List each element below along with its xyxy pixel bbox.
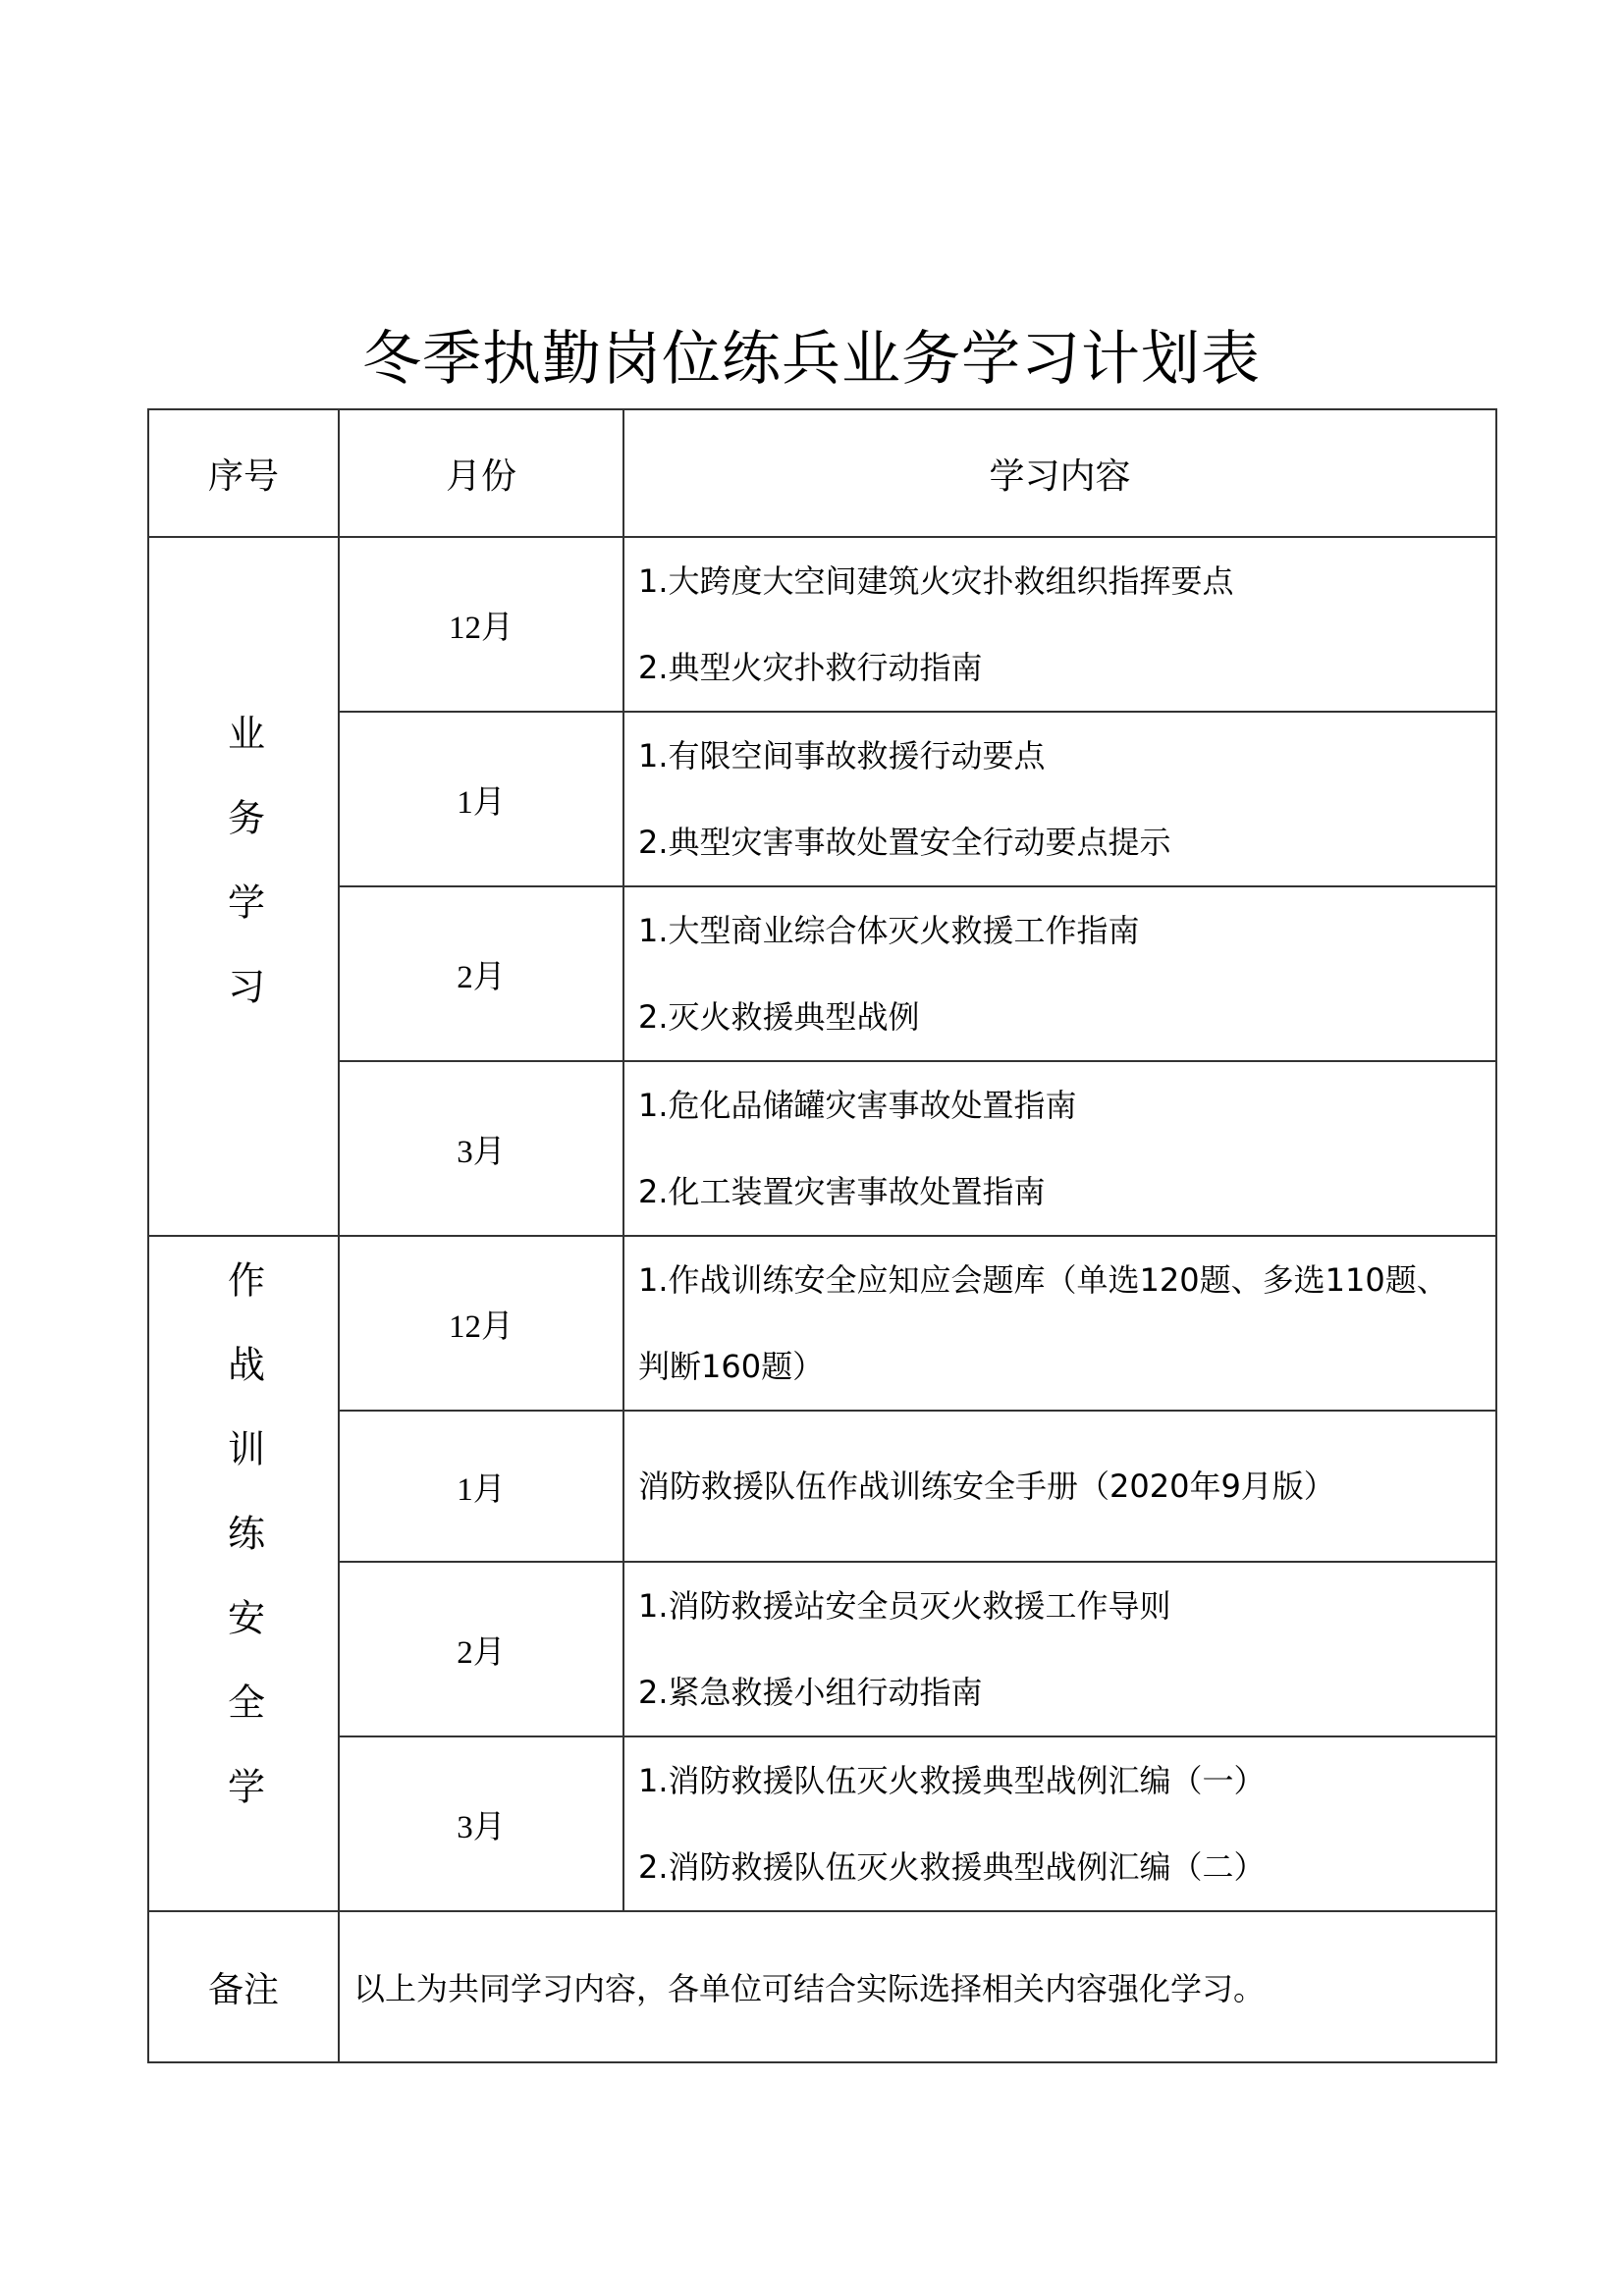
table-row (148, 537, 1496, 712)
content-cell: 1.大跨度大空间建筑火灾扑救组织指挥要点 2.典型火灾扑救行动指南 (623, 537, 1496, 712)
month-cell: 12月 (339, 537, 623, 712)
group-label-safety: 作战训练安全学 (148, 1236, 339, 1911)
content-cell: 1.大型商业综合体灭火救援工作指南 2.灭火救援典型战例 (623, 886, 1496, 1061)
table-row (148, 1562, 1496, 1736)
month-cell: 3月 (339, 1061, 623, 1236)
study-plan-table (147, 408, 1497, 2063)
note-label: 备注 (148, 1911, 339, 2062)
content-cell: 1.有限空间事故救援行动要点 2.典型灾害事故处置安全行动要点提示 (623, 712, 1496, 886)
content-cell: 1.消防救援队伍灭火救援典型战例汇编（一） 2.消防救援队伍灭火救援典型战例汇编（二） (623, 1736, 1496, 1911)
table-row (148, 1736, 1496, 1911)
header-content: 学习内容 (623, 409, 1496, 537)
month-cell: 3月 (339, 1736, 623, 1911)
content-cell: 消防救援队伍作战训练安全手册（2020年9月版） (623, 1411, 1496, 1562)
content-cell: 1.消防救援站安全员灭火救援工作导则 2.紧急救援小组行动指南 (623, 1562, 1496, 1736)
table-row (148, 1236, 1496, 1411)
table-row (148, 886, 1496, 1061)
header-month: 月份 (339, 409, 623, 537)
table-row (148, 1061, 1496, 1236)
content-cell: 1.作战训练安全应知应会题库（单选120题、多选110题、 判断160题） (623, 1236, 1496, 1411)
header-index: 序号 (148, 409, 339, 537)
month-cell: 2月 (339, 1562, 623, 1736)
table-row (148, 712, 1496, 886)
month-cell: 12月 (339, 1236, 623, 1411)
month-cell: 1月 (339, 712, 623, 886)
content-cell: 1.危化品储罐灾害事故处置指南 2.化工装置灾害事故处置指南 (623, 1061, 1496, 1236)
note-text: 以上为共同学习内容，各单位可结合实际选择相关内容强化学习。 (339, 1911, 1496, 2062)
month-cell: 1月 (339, 1411, 623, 1562)
table-row (148, 1411, 1496, 1562)
note-row (148, 1911, 1496, 2062)
table-header-row (148, 409, 1496, 537)
group-label-business: 业务学习 (148, 537, 339, 1236)
month-cell: 2月 (339, 886, 623, 1061)
page-title: 冬季执勤岗位练兵业务学习计划表 (362, 325, 1261, 394)
